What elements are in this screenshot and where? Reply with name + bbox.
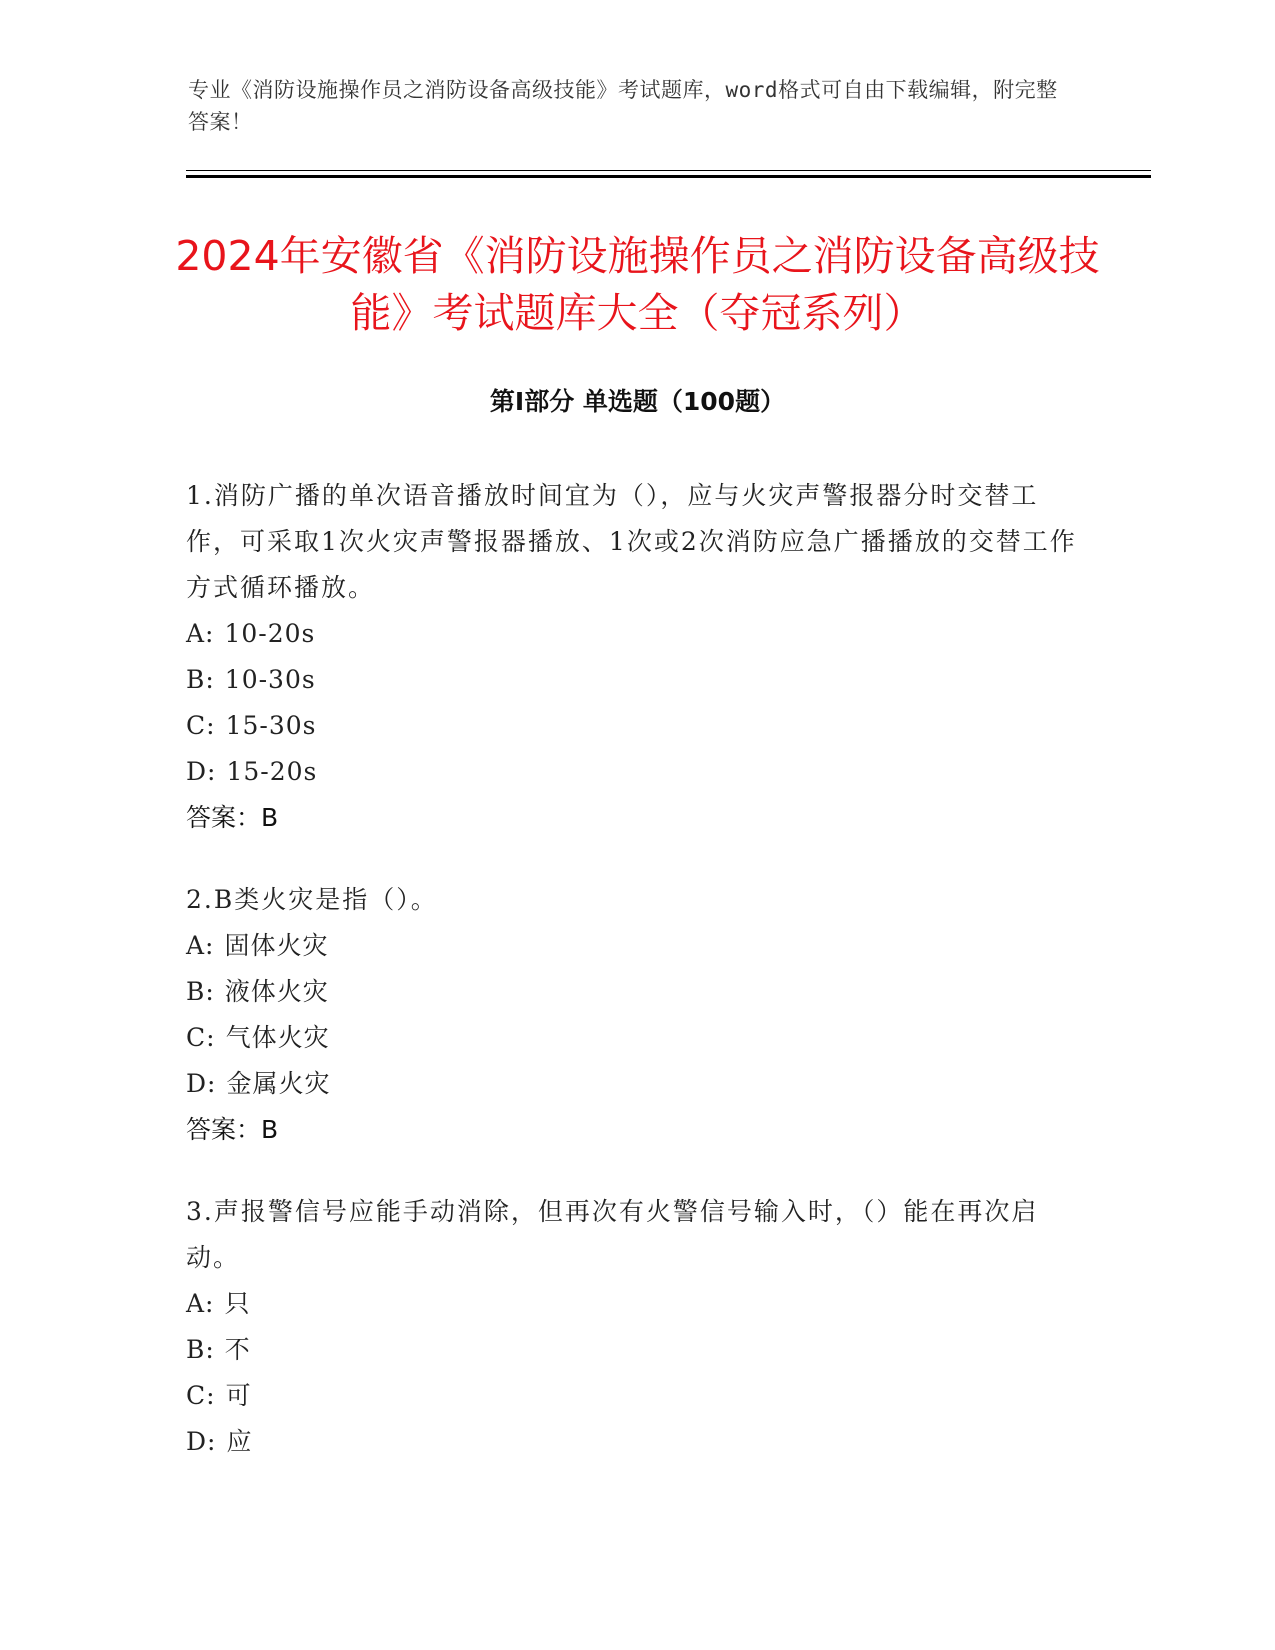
header-rule-thin [186,170,1151,171]
option-b [186,969,1086,1015]
option-c [186,1015,1086,1061]
option-label: A: [186,1289,215,1318]
option-b [186,1327,1086,1373]
question-3 [186,1189,1086,1465]
option-text: 15-20s [226,757,318,786]
option-a [186,1281,1086,1327]
option-b [186,657,1086,703]
question-stem: 1.消防广播的单次语音播放时间宜为（），应与火灾声警报器分时交替工作，可采取1次火灾声警报器播放、1次或2次消防应急广播播放的交替工作方式循环播放。 [186,481,1077,602]
question-list [186,473,1086,1501]
option-c [186,1373,1086,1419]
option-d [186,1061,1086,1107]
header-rule-thick [186,175,1151,178]
option-label: D: [186,757,217,786]
option-text: 不 [224,1335,251,1364]
option-a [186,923,1086,969]
header-note: 专业《消防设施操作员之消防设备高级技能》考试题库，word格式可自由下载编辑，附完整答案！ [188,78,1058,134]
option-label: B: [186,665,215,694]
option-text: 应 [226,1427,253,1456]
main-title: 2024年安徽省《消防设施操作员之消防设备高级技能》考试题库大全（夺冠系列） [175,232,1100,337]
option-text: 只 [224,1289,251,1318]
question-2 [186,877,1086,1153]
option-list [186,611,1086,795]
option-text: 可 [225,1381,252,1410]
option-label: D: [186,1069,217,1098]
question-stem: 3.声报警信号应能手动消除，但再次有火警信号输入时，（）能在再次启动。 [186,1197,1039,1272]
section-title: 第I部分 单选题（100题） [489,387,786,416]
question-stem: 2.B类火灾是指（）。 [186,885,438,914]
question-answer: 答案：B [186,803,279,832]
option-label: B: [186,1335,215,1364]
option-list [186,923,1086,1107]
option-c [186,703,1086,749]
option-a [186,611,1086,657]
option-text: 液体火灾 [224,977,329,1006]
option-text: 10-30s [224,665,316,694]
option-text: 15-30s [225,711,317,740]
option-text: 10-20s [224,619,316,648]
option-label: C: [186,1381,216,1410]
option-label: C: [186,711,216,740]
option-list [186,1281,1086,1465]
option-label: B: [186,977,215,1006]
option-d [186,1419,1086,1465]
question-1 [186,473,1086,841]
option-label: C: [186,1023,216,1052]
option-text: 气体火灾 [225,1023,330,1052]
option-d [186,749,1086,795]
option-text: 固体火灾 [224,931,329,960]
option-text: 金属火灾 [226,1069,331,1098]
option-label: A: [186,931,215,960]
option-label: D: [186,1427,217,1456]
question-answer: 答案：B [186,1115,279,1144]
option-label: A: [186,619,215,648]
